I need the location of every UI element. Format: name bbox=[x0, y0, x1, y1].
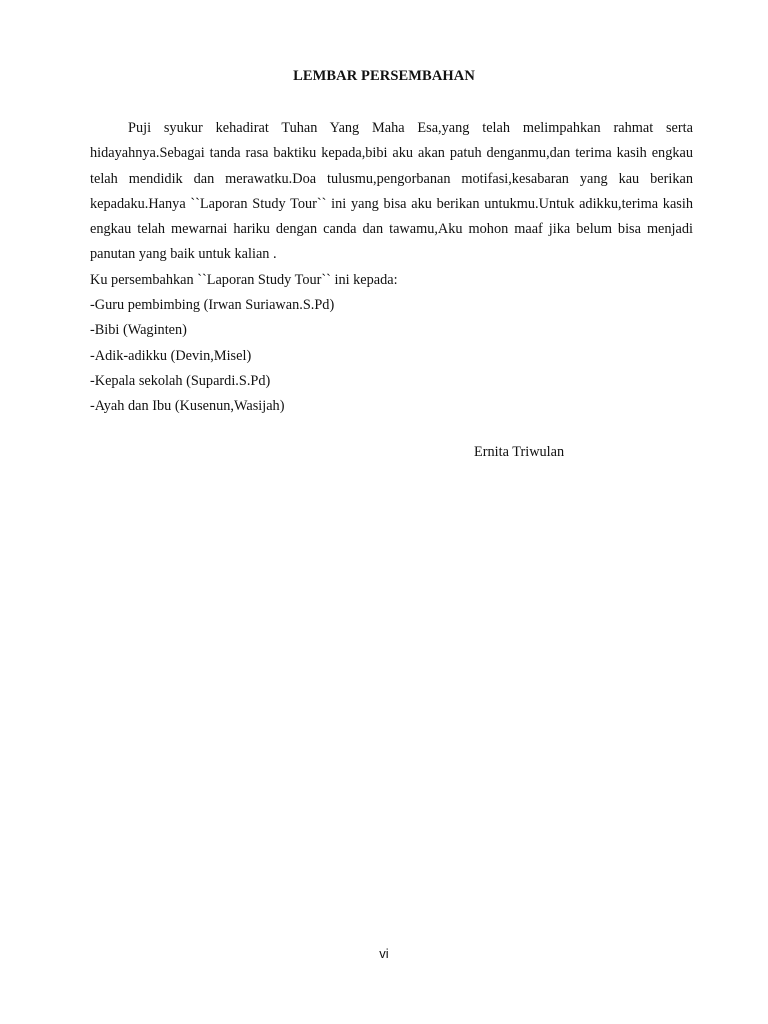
dedication-item-aunt: -Bibi (Waginten) bbox=[90, 322, 187, 339]
dedication-paragraph: Puji syukur kehadirat Tuhan Yang Maha Esa,yang telah melimpahkan rahmat serta hidayahnya.Sebagai tanda rasa baktiku kepada,bibi aku akan patuh denganmu,dan terima kasih engkau telah mendidik dan merawatku.Doa tulusmu,pengorbanan motifasi,kesabaran yang kau berikan kepadaku.Hanya ``Laporan Study Tour`` ini yang bisa aku berikan untukmu.Untuk adikku,terima kasih engkau telah mewarnai hariku dengan canda dan tawamu,Aku mohon maaf jika belum bisa menjadi panutan yang baik untuk kalian . bbox=[90, 120, 693, 263]
page-title: LEMBAR PERSEMBAHAN bbox=[293, 68, 475, 84]
document-body bbox=[90, 116, 693, 420]
dedication-item-parents: -Ayah dan Ibu (Kusenun,Wasijah) bbox=[90, 398, 285, 415]
page-number: vi bbox=[379, 946, 389, 961]
dedication-item-principal: -Kepala sekolah (Supardi.S.Pd) bbox=[90, 372, 271, 389]
dedication-item-siblings: -Adik-adikku (Devin,Misel) bbox=[90, 347, 252, 364]
dedication-intro: Ku persembahkan ``Laporan Study Tour`` ini kepada: bbox=[90, 271, 398, 288]
dedication-item-teacher: -Guru pembimbing (Irwan Suriawan.S.Pd) bbox=[90, 297, 335, 314]
author-signature: Ernita Triwulan bbox=[474, 444, 565, 460]
